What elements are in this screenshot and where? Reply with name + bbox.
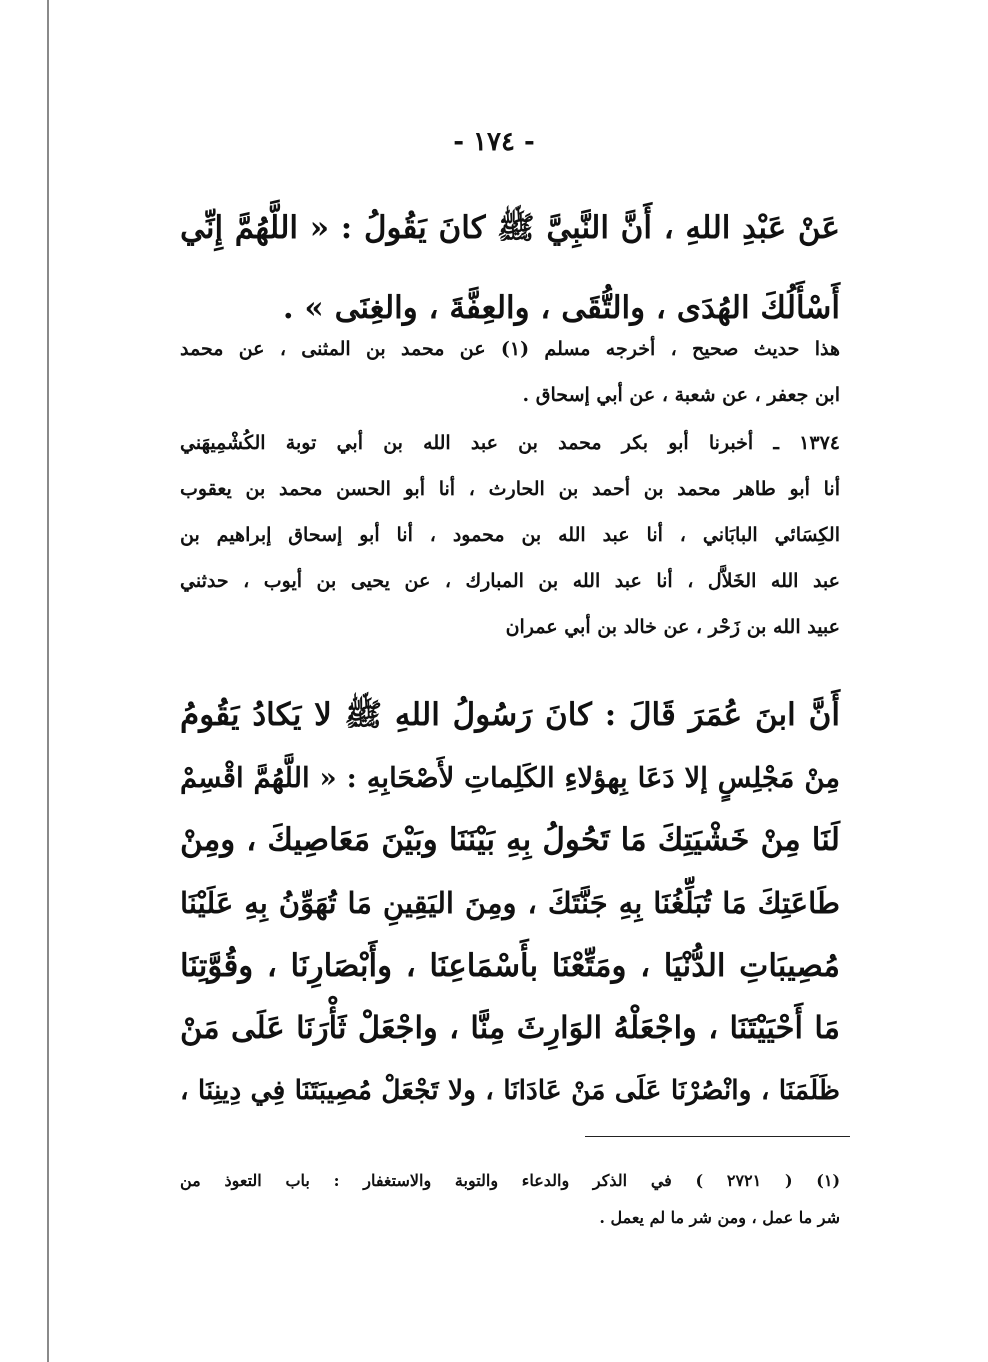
hadith-2-line: طَاعَتِكَ مَا تُبَلِّغُنَا بِهِ جَنَّتَكَ ، ومِنَ اليَقِينِ مَا تُهَوِّنُ بِهِ عَلَيْنَا bbox=[180, 886, 840, 921]
hadith-2-line: لَنَا مِنْ خَشْيَتِكَ مَا تَحُولُ بِهِ بَيْنَنَا وبَيْنَ مَعَاصِيكَ ، ومِنْ bbox=[180, 822, 840, 859]
hadith-text-1 bbox=[180, 188, 840, 348]
commentary-paragraph bbox=[180, 326, 840, 418]
isnad-line: أنا أبو طاهر محمد بن أحمد بن الحارث ، أنا أبو الحسن محمد بن يعقوب bbox=[180, 478, 840, 500]
footnote-line: (١) ( ٢٧٢١ ) في الذكر والدعاء والتوبة والاستغفار : باب التعوذ من bbox=[180, 1171, 841, 1190]
footnote-line: شر ما عمل ، ومن شر ما لم يعمل . bbox=[599, 1208, 840, 1227]
page-margin-rule bbox=[47, 0, 49, 1362]
isnad-line: عبد الله الخَلاَّل ، أنا عبد الله بن المبارك ، عن يحيى بن أيوب ، حدثني bbox=[180, 570, 840, 592]
commentary-line: ابن جعفر ، عن شعبة ، عن أبي إسحاق . bbox=[522, 384, 840, 406]
isnad-paragraph bbox=[180, 420, 840, 650]
isnad-line: ١٣٧٤ ـ أخبرنا أبو بكر محمد بن عبد الله بن أبي توبة الكُشْمِيهَني bbox=[180, 432, 840, 454]
footnote-separator bbox=[585, 1136, 850, 1137]
isnad-line: الكِسَائي البابَاني ، أنا عبد الله بن محمود ، أنا أبو إسحاق إبراهيم بن bbox=[180, 524, 840, 546]
hadith-1-line: عَنْ عَبْدِ اللهِ ، أَنَّ النَّبِيَّ ﷺ كانَ يَقُولُ : « اللَّهُمَّ إِنِّي bbox=[180, 210, 840, 246]
page-number: - ١٧٤ - bbox=[453, 127, 535, 157]
hadith-2-line: ظَلَمَنَا ، وانْصُرْنَا عَلَى مَنْ عَادَانَا ، ولا تَجْعَلْ مُصِيبَتَنَا فِي دِينِنَا ، bbox=[180, 1075, 840, 1107]
hadith-2-line: مِنْ مَجْلِسٍ إلا دَعَا بِهؤلاءِ الكَلِماتِ لأَصْحَابِهِ : « اللَّهُمَّ اقْسِمْ bbox=[180, 761, 840, 794]
isnad-line: عبيد الله بن زَحْر ، عن خالد بن أبي عمران bbox=[505, 616, 840, 638]
hadith-2-line: أَنَّ ابنَ عُمَرَ قَالَ : كانَ رَسُولُ اللهِ ﷺ لا يَكادُ يَقُومُ bbox=[180, 697, 840, 733]
footnote bbox=[180, 1162, 840, 1236]
hadith-2-line: مُصِيبَاتِ الدُّنْيَا ، ومَتِّعْنَا بأَسْمَاعِنَا ، وأَبْصَارِنَا ، وقُوَّتِنَا bbox=[180, 947, 840, 984]
commentary-line: هذا حديث صحيح ، أخرجه مسلم (١) عن محمد بن المثنى ، عن محمد bbox=[180, 338, 840, 360]
hadith-2-line: مَا أَحْيَيْتَنَا ، واجْعَلْهُ الوَارِثَ مِنَّا ، واجْعَلْ ثَأْرَنَا عَلَى مَنْ bbox=[180, 1010, 840, 1047]
hadith-1-line: أَسْأَلُكَ الهُدَى ، والتُّقَى ، والعِفَّةَ ، والغِنَى » . bbox=[282, 290, 840, 326]
hadith-text-2 bbox=[180, 684, 840, 1123]
